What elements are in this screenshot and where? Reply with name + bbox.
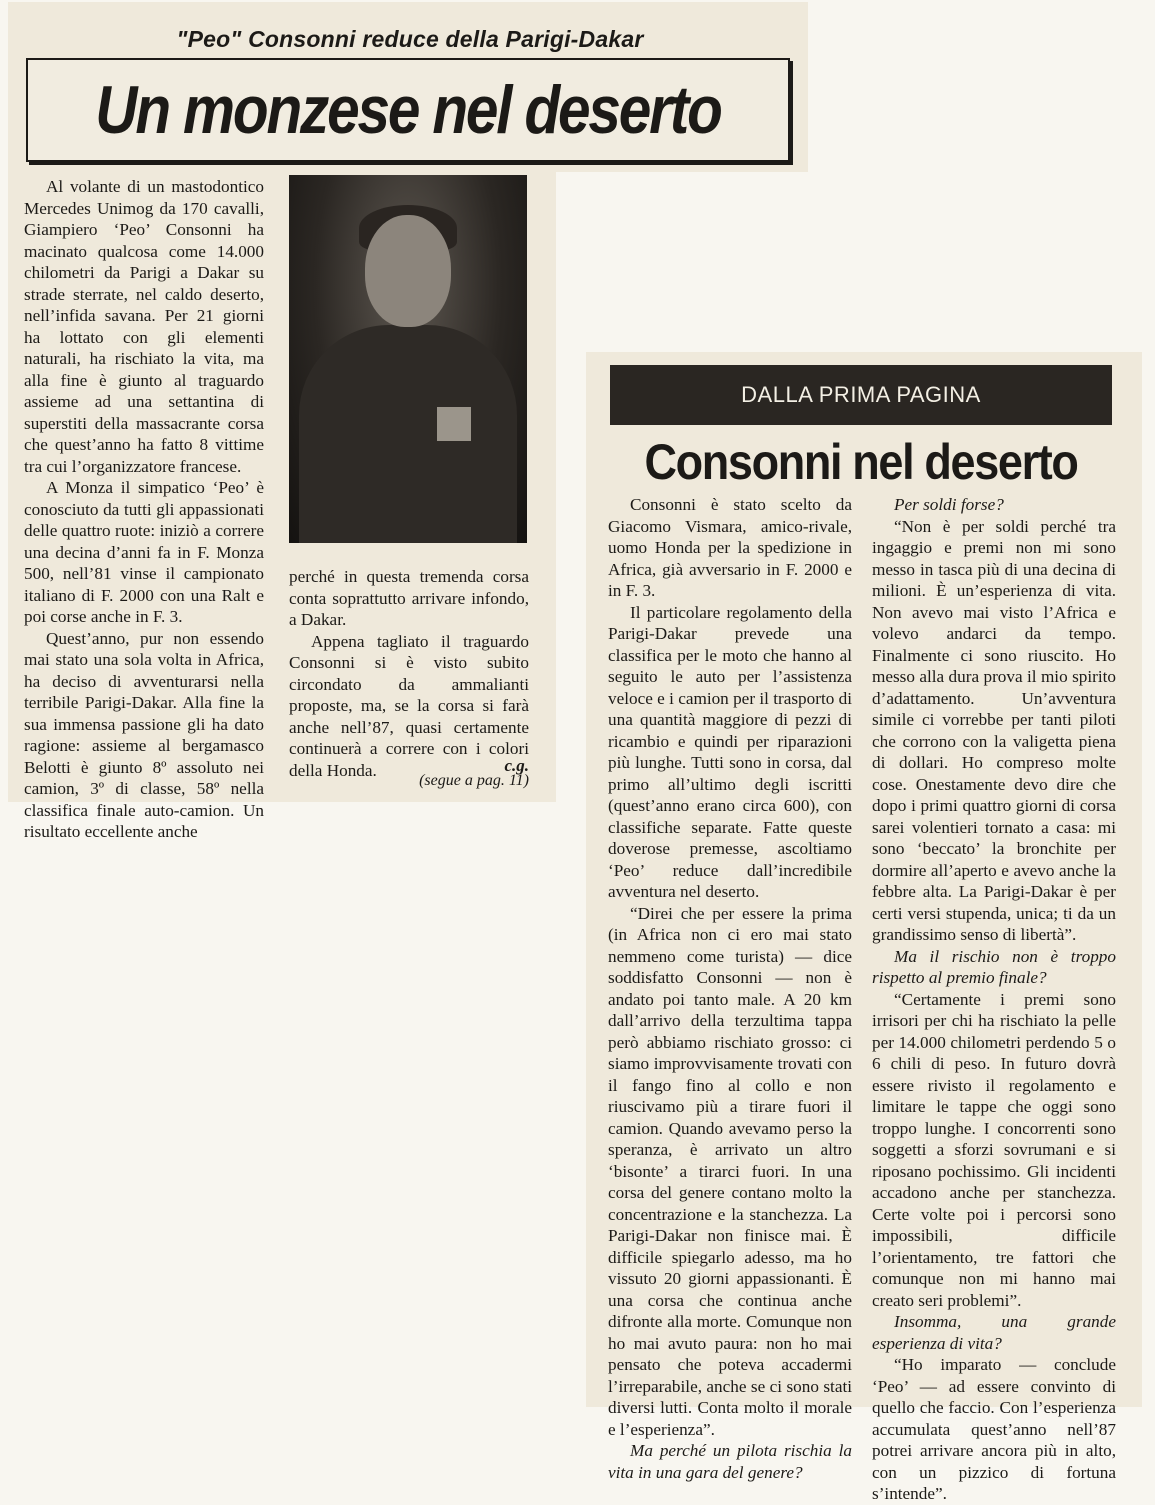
headline-box xyxy=(26,58,790,162)
article-kicker: "Peo" Consonni reduce della Parigi-Dakar xyxy=(176,26,644,52)
interview-question: Ma perché un pilota rischia la vita in una gara del genere? xyxy=(608,1441,852,1482)
paragraph: “Certamente i premi sono irrisori per chi ha rischiato la pelle per 14.000 chilometri perdendo 5 o 6 chili di peso. In futuro dovrà essere rivisto il regolamento e limitare le tappe che oggi sono troppo lunghe. I concorrenti sono soggetti a sforzi sovrumani e si riposano pochissimo. Gli incidenti accadono anche per stanchezza. Certe volte poi i percorsi sono impossibili, difficile l’orientamento, tre fattori che comunque non mi hanno mai creato seri problemi”. xyxy=(872,989,1116,1310)
article-1-column-2 xyxy=(289,566,529,781)
interview-question: Per soldi forse? xyxy=(894,495,1004,514)
photo-torso xyxy=(299,325,517,543)
interview-question: Ma il rischio non è troppo rispetto al premio finale? xyxy=(872,946,1116,987)
paragraph: Quest’anno, pur non essendo mai stato una sola volta in Africa, ha deciso di avventurarsi nella terribile Parigi-Dakar. Alla fine la sua immensa passione gli ha dato ragione: assieme al bergamasco Belotti è giunto 8º assoluto nei camion, 3º di classe, 58º nella classifica finale auto-camion. Un risultato eccellente anche xyxy=(24,628,264,841)
paragraph: Il particolare regolamento della Parigi-Dakar prevede una classifica per le moto che hanno al seguito le auto per l’assistenza veloce e i camion per il trasporto di una quantità maggiore di pezzi di ricambio e quindi per riparazioni più lunghe. Tutti sono in corsa, dal primo all’ultimo degli iscritti (quest’anno erano circa 600), con classifiche separate. Fatte queste doverose premesse, ascoltiamo ‘Peo’ reduce dall’incredibile avventura nel deserto. xyxy=(608,602,852,901)
paragraph: Appena tagliato il traguardo Consonni si è visto subito circondato da ammalianti proposte, ma, se la corsa si farà anche nell’87, quasi certamente continuerà a correre con i colori della Honda. xyxy=(289,631,529,780)
article-2-column-2 xyxy=(872,494,1116,1505)
paragraph: “Ho imparato — conclude ‘Peo’ — ad essere convinto di quello che faccio. Con l’esperienza accumulata quest’anno nell’87 potrei arrivare ancora più in alto, con un pizzico di fortuna s’intende”. xyxy=(872,1355,1116,1503)
paragraph: Consonni è stato scelto da Giacomo Vismara, amico-rivale, uomo Honda per la spedizione in Africa, già avversario in F. 2000 e in F. 3. xyxy=(608,495,852,600)
portrait-photo xyxy=(289,175,527,543)
author-signature: c.g. xyxy=(504,756,529,775)
article-headline: Un monzese nel deserto xyxy=(95,72,721,148)
paragraph: “Non è per soldi perché tra ingaggio e premi non mi sono messo in tasca più di una decina di milioni. È un’esperienza di vita. Non avevo mai visto l’Africa e volevo andarci da tempo. Finalmente ci sono riuscito. Ho messo alla dura prova il mio spirito d’adattamento. Un’avventura simile ci vorrebbe per tanti piloti che corrono con la valigetta piena di dollari. Ho compreso molte cose. Onestamente devo dire che dopo i primi quattro giorni di corsa sarei volentieri tornato a casa: mi sono ‘beccato’ la bronchite per dormire all’aperto e avevo anche la febbre alta. La Parigi-Dakar è per certi versi stupenda, unica; ti da un grandissimo senso di libertà”. xyxy=(872,516,1116,944)
paragraph: Al volante di un mastodontico Mercedes Unimog da 170 cavalli, Giampiero ‘Peo’ Consonni ha macinato qualcosa come 14.000 chilometri da Parigi a Dakar su strade sterrate, nel caldo deserto, nell’infida savana. Per 21 giorni ha lottato con gli elementi naturali, ha rischiato la vita, ma alla fine è giunto al traguardo assieme ad una settantina di superstiti della massacrante corsa che quest’anno ha fatto 8 vittime tra cui l’organizzatore francese. xyxy=(24,177,264,476)
paragraph: “Direi che per essere la prima (in Africa non ci ero mai stato nemmeno come turista) — dice soddisfatto Consonni — non è andato poi tanto male. A 20 km dall’arrivo della terzultima tappa però abbiamo rischiato grosso: ci siamo improvvisamente trovati con il fango fino al collo e non riuscivamo più a tirare fuori il camion. Quando avevamo perso la speranza, è arrivato un altro ‘bisonte’ a tirarci fuori. In una corsa del genere contano molto la concentrazione e la stanchezza. La Parigi-Dakar non finisce mai. È difficile spiegarlo adesso, ma ho vissuto 20 giorni appassionanti. È una corsa che continua anche difronte alla morte. Comunque non ho mai avuto paura: non ho mai pensato che poteva accadermi l’irreparabile, anche se ci sono stati diversi lutti. Conta molto il morale e l’esperienza”. xyxy=(608,903,852,1439)
paragraph: A Monza il simpatico ‘Peo’ è conosciuto da tutti gli appassionati delle quattro ruote: iniziò a correre una decina d’anni fa in F. Monza 500, nell’81 vinse il campionato italiano di F. 2000 con una Ralt e poi corse anche in F. 3. xyxy=(24,478,264,626)
photo-face xyxy=(365,215,451,327)
continued-note: (segue a pag. 11) xyxy=(419,772,529,789)
background-ghost-print xyxy=(620,180,645,283)
paragraph: perché in questa tremenda corsa conta soprattutto arrivare infondo, a Dakar. xyxy=(289,567,529,629)
photo-jersey-badge xyxy=(437,407,471,441)
interview-question: Insomma, una grande esperienza di vita? xyxy=(872,1312,1116,1353)
article-2-column-1 xyxy=(608,494,852,1483)
article-1-column-1 xyxy=(24,176,264,843)
section-band: DALLA PRIMA PAGINA xyxy=(610,365,1112,425)
article-2-headline: Consonni nel deserto xyxy=(644,434,1078,490)
